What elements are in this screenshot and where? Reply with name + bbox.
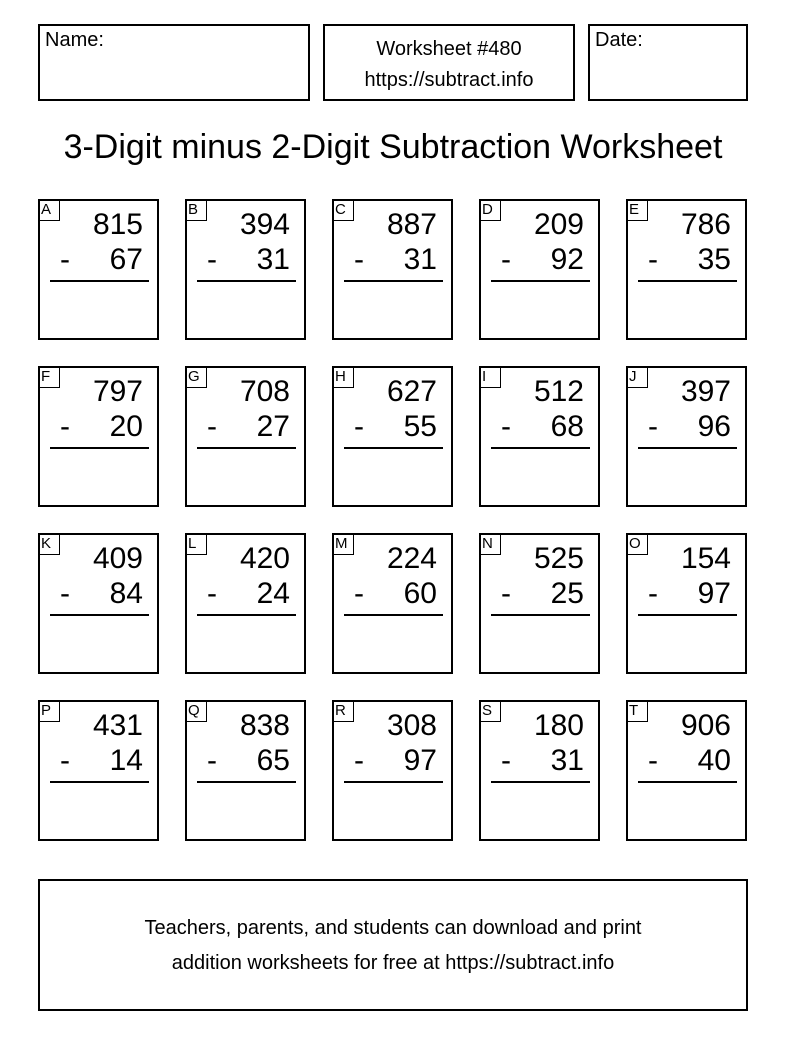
- subtrahend: 55: [403, 410, 437, 443]
- problem-j[interactable]: [626, 366, 747, 507]
- subtrahend: 97: [697, 577, 731, 610]
- problem-letter: T: [626, 700, 648, 722]
- minus-sign: -: [354, 243, 364, 276]
- minus-sign: -: [501, 744, 511, 777]
- date-label: Date:: [595, 29, 643, 51]
- problem-l[interactable]: [185, 533, 306, 674]
- subtrahend: 14: [109, 744, 143, 777]
- subtrahend: 92: [550, 243, 584, 276]
- subtrahend: 65: [256, 744, 290, 777]
- subtrahend: 25: [550, 577, 584, 610]
- problem-letter: Q: [185, 700, 207, 722]
- answer-line: [197, 447, 296, 449]
- minus-sign: -: [354, 744, 364, 777]
- footer-box: [38, 879, 748, 1011]
- minuend: 525: [533, 542, 584, 575]
- answer-line: [344, 447, 443, 449]
- problem-letter: P: [38, 700, 60, 722]
- minus-sign: -: [207, 410, 217, 443]
- minuend: 797: [92, 375, 143, 408]
- footer-line-1: Teachers, parents, and students can download and print: [144, 917, 642, 939]
- problem-letter: E: [626, 199, 648, 221]
- problem-letter: J: [626, 366, 648, 388]
- minus-sign: -: [648, 243, 658, 276]
- subtrahend: 84: [109, 577, 143, 610]
- problem-g[interactable]: [185, 366, 306, 507]
- answer-line: [491, 781, 590, 783]
- answer-line: [491, 447, 590, 449]
- problem-k[interactable]: [38, 533, 159, 674]
- problem-letter: A: [38, 199, 60, 221]
- answer-line: [197, 781, 296, 783]
- minus-sign: -: [648, 410, 658, 443]
- minuend: 512: [533, 375, 584, 408]
- minuend: 394: [239, 208, 290, 241]
- problem-letter: S: [479, 700, 501, 722]
- subtrahend: 31: [403, 243, 437, 276]
- worksheet-info-box: [323, 24, 575, 101]
- minuend: 627: [386, 375, 437, 408]
- subtrahend: 96: [697, 410, 731, 443]
- problem-t[interactable]: [626, 700, 747, 841]
- problem-letter: M: [332, 533, 354, 555]
- minuend: 838: [239, 709, 290, 742]
- problem-letter: C: [332, 199, 354, 221]
- problem-d[interactable]: [479, 199, 600, 340]
- subtrahend: 60: [403, 577, 437, 610]
- minus-sign: -: [501, 577, 511, 610]
- problem-letter: H: [332, 366, 354, 388]
- page-title: 3-Digit minus 2-Digit Subtraction Worksheet: [63, 128, 723, 166]
- minuend: 815: [92, 208, 143, 241]
- problem-letter: D: [479, 199, 501, 221]
- minus-sign: -: [60, 577, 70, 610]
- problem-letter: F: [38, 366, 60, 388]
- problem-letter: O: [626, 533, 648, 555]
- subtrahend: 68: [550, 410, 584, 443]
- minus-sign: -: [207, 577, 217, 610]
- minuend: 409: [92, 542, 143, 575]
- worksheet-url: https://subtract.info: [364, 69, 534, 91]
- subtrahend: 67: [109, 243, 143, 276]
- name-field-box[interactable]: [38, 24, 310, 101]
- answer-line: [638, 614, 737, 616]
- problem-b[interactable]: [185, 199, 306, 340]
- footer-line-2: addition worksheets for free at https://subtract.info: [171, 952, 615, 974]
- worksheet-number: Worksheet #480: [376, 38, 522, 60]
- minus-sign: -: [60, 243, 70, 276]
- problem-s[interactable]: [479, 700, 600, 841]
- answer-line: [491, 614, 590, 616]
- subtrahend: 20: [109, 410, 143, 443]
- minuend: 154: [680, 542, 731, 575]
- answer-line: [50, 614, 149, 616]
- problem-letter: L: [185, 533, 207, 555]
- answer-line: [638, 447, 737, 449]
- subtrahend: 27: [256, 410, 290, 443]
- problem-f[interactable]: [38, 366, 159, 507]
- subtrahend: 40: [697, 744, 731, 777]
- minuend: 224: [386, 542, 437, 575]
- minuend: 431: [92, 709, 143, 742]
- subtrahend: 35: [697, 243, 731, 276]
- problem-r[interactable]: [332, 700, 453, 841]
- minus-sign: -: [648, 744, 658, 777]
- minus-sign: -: [648, 577, 658, 610]
- minus-sign: -: [501, 243, 511, 276]
- minus-sign: -: [60, 744, 70, 777]
- answer-line: [197, 280, 296, 282]
- problem-c[interactable]: [332, 199, 453, 340]
- problem-letter: I: [479, 366, 501, 388]
- minuend: 786: [680, 208, 731, 241]
- answer-line: [344, 614, 443, 616]
- answer-line: [491, 280, 590, 282]
- minus-sign: -: [60, 410, 70, 443]
- subtrahend: 31: [256, 243, 290, 276]
- minuend: 906: [680, 709, 731, 742]
- minus-sign: -: [354, 577, 364, 610]
- answer-line: [344, 280, 443, 282]
- subtrahend: 97: [403, 744, 437, 777]
- problem-q[interactable]: [185, 700, 306, 841]
- problem-h[interactable]: [332, 366, 453, 507]
- minuend: 180: [533, 709, 584, 742]
- problem-letter: N: [479, 533, 501, 555]
- problem-o[interactable]: [626, 533, 747, 674]
- minuend: 308: [386, 709, 437, 742]
- minuend: 397: [680, 375, 731, 408]
- problem-a[interactable]: [38, 199, 159, 340]
- name-label: Name:: [45, 29, 104, 51]
- minuend: 887: [386, 208, 437, 241]
- problem-e[interactable]: [626, 199, 747, 340]
- problem-p[interactable]: [38, 700, 159, 841]
- problem-n[interactable]: [479, 533, 600, 674]
- subtrahend: 24: [256, 577, 290, 610]
- problem-letter: B: [185, 199, 207, 221]
- answer-line: [344, 781, 443, 783]
- problem-letter: R: [332, 700, 354, 722]
- answer-line: [197, 614, 296, 616]
- answer-line: [50, 447, 149, 449]
- minuend: 420: [239, 542, 290, 575]
- minus-sign: -: [354, 410, 364, 443]
- answer-line: [638, 781, 737, 783]
- answer-line: [50, 781, 149, 783]
- answer-line: [638, 280, 737, 282]
- problem-letter: K: [38, 533, 60, 555]
- minuend: 209: [533, 208, 584, 241]
- minus-sign: -: [207, 744, 217, 777]
- subtrahend: 31: [550, 744, 584, 777]
- problem-i[interactable]: [479, 366, 600, 507]
- problem-letter: G: [185, 366, 207, 388]
- minus-sign: -: [501, 410, 511, 443]
- date-field-box[interactable]: [588, 24, 748, 101]
- problem-m[interactable]: [332, 533, 453, 674]
- minuend: 708: [239, 375, 290, 408]
- answer-line: [50, 280, 149, 282]
- minus-sign: -: [207, 243, 217, 276]
